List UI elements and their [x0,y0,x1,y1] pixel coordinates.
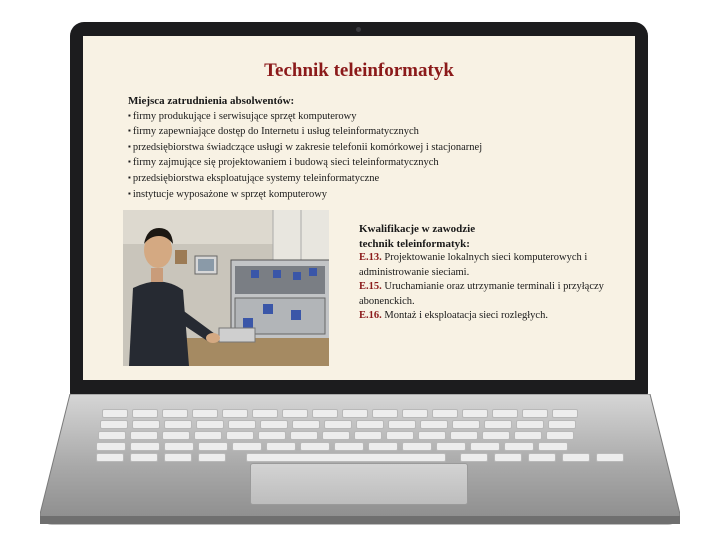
qualification-code: E.15. [359,281,382,292]
keyboard-key[interactable] [538,442,568,451]
keyboard-key[interactable] [164,420,192,429]
keyboard-key[interactable] [96,442,126,451]
keyboard-key[interactable] [402,409,428,418]
qualification-text: Uruchamianie oraz utrzymanie terminali i przyłączy abonenckich. [359,281,604,307]
keyboard-key[interactable] [196,420,224,429]
keyboard-key[interactable] [164,442,194,451]
employment-section [128,94,628,202]
qualification-item [359,251,619,280]
keyboard-key[interactable] [132,409,158,418]
employment-item: ▪ instytucje wyposażone w sprzęt komputerowy [128,187,628,203]
keyboard-key[interactable] [546,431,574,440]
keyboard-key[interactable] [226,431,254,440]
qualification-code: E.13. [359,252,382,263]
keyboard-key[interactable] [482,431,510,440]
laptop-lid [70,22,648,396]
qualifications-heading-line: technik teleinformatyk: [359,237,470,250]
touchpad[interactable] [250,463,468,505]
keyboard-key[interactable] [504,442,534,451]
qualification-text: Projektowanie lokalnych sieci komputerowych i administrowanie sieciami. [359,252,588,278]
keyboard-key[interactable] [98,431,126,440]
keyboard-key[interactable] [514,431,542,440]
keyboard-key[interactable] [522,409,548,418]
keyboard-key[interactable] [290,431,318,440]
keyboard-key[interactable] [420,420,448,429]
keyboard-key[interactable] [228,420,256,429]
laptop-screen [83,36,635,380]
qualifications-heading-line: Kwalifikacje w zawodzie [359,223,476,235]
keyboard-key[interactable] [342,409,368,418]
qualification-text: Montaż i eksploatacja sieci rozległych. [384,310,548,321]
employment-item: ▪ przedsiębiorstwa eksploatujące systemy teleinformatyczne [128,171,628,187]
keyboard-key[interactable] [130,442,160,451]
employment-item: ▪ firmy zapewniające dostęp do Internetu i usług teleinformatycznych [128,124,628,140]
keyboard-key[interactable] [462,409,488,418]
keyboard-key[interactable] [492,409,518,418]
keyboard-key[interactable] [548,420,576,429]
employment-list [128,109,628,203]
keyboard-key[interactable] [292,420,320,429]
keyboard-key[interactable] [452,420,480,429]
keyboard[interactable] [96,409,624,463]
keyboard-key[interactable] [470,442,500,451]
keyboard-key[interactable] [516,420,544,429]
keyboard-key[interactable] [450,431,478,440]
keyboard-key[interactable] [282,409,308,418]
keyboard-key[interactable] [418,431,446,440]
webcam-icon [356,27,361,32]
keyboard-key[interactable] [266,442,296,451]
keyboard-key[interactable] [198,442,228,451]
slide-title: Technik teleinformatyk [264,60,454,81]
keyboard-key[interactable] [596,453,624,462]
keyboard-key[interactable] [324,420,352,429]
keyboard-key[interactable] [354,431,382,440]
employment-item: ▪ firmy zajmujące się projektowaniem i budową sieci teleinformatycznych [128,155,628,171]
space-bar[interactable] [246,453,446,462]
keyboard-key[interactable] [312,409,338,418]
keyboard-key[interactable] [102,409,128,418]
keyboard-key[interactable] [130,453,158,462]
keyboard-key[interactable] [334,442,364,451]
keyboard-key[interactable] [132,420,160,429]
keyboard-key[interactable] [528,453,556,462]
keyboard-key[interactable] [562,453,590,462]
keyboard-key[interactable] [100,420,128,429]
keyboard-key[interactable] [232,442,262,451]
keyboard-key[interactable] [162,409,188,418]
keyboard-key[interactable] [372,409,398,418]
keyboard-key[interactable] [194,431,222,440]
keyboard-key[interactable] [198,453,226,462]
keyboard-key[interactable] [164,453,192,462]
qualification-item [359,309,619,324]
keyboard-key[interactable] [258,431,286,440]
keyboard-key[interactable] [484,420,512,429]
keyboard-key[interactable] [322,431,350,440]
keyboard-key[interactable] [260,420,288,429]
keyboard-key[interactable] [494,453,522,462]
keyboard-key[interactable] [130,431,158,440]
keyboard-key[interactable] [402,442,432,451]
keyboard-key[interactable] [436,442,466,451]
keyboard-key[interactable] [192,409,218,418]
qualification-code: E.16. [359,310,382,321]
keyboard-key[interactable] [300,442,330,451]
keyboard-key[interactable] [460,453,488,462]
qualifications-heading [359,222,619,251]
student-photo [123,210,329,366]
keyboard-key[interactable] [552,409,578,418]
qualifications-section [359,222,619,324]
keyboard-key[interactable] [432,409,458,418]
student-lab-illustration [123,210,329,366]
employment-item: ▪ firmy produkujące i serwisujące sprzęt komputerowy [128,109,628,125]
keyboard-key[interactable] [388,420,416,429]
employment-item: ▪ przedsiębiorstwa świadczące usługi w zakresie telefonii komórkowej i stacjonarnej [128,140,628,156]
employment-heading: Miejsca zatrudnienia absolwentów: [128,95,295,107]
keyboard-key[interactable] [368,442,398,451]
keyboard-key[interactable] [162,431,190,440]
keyboard-key[interactable] [356,420,384,429]
keyboard-key[interactable] [222,409,248,418]
keyboard-key[interactable] [386,431,414,440]
keyboard-key[interactable] [96,453,124,462]
keyboard-key[interactable] [252,409,278,418]
qualification-item [359,280,619,309]
